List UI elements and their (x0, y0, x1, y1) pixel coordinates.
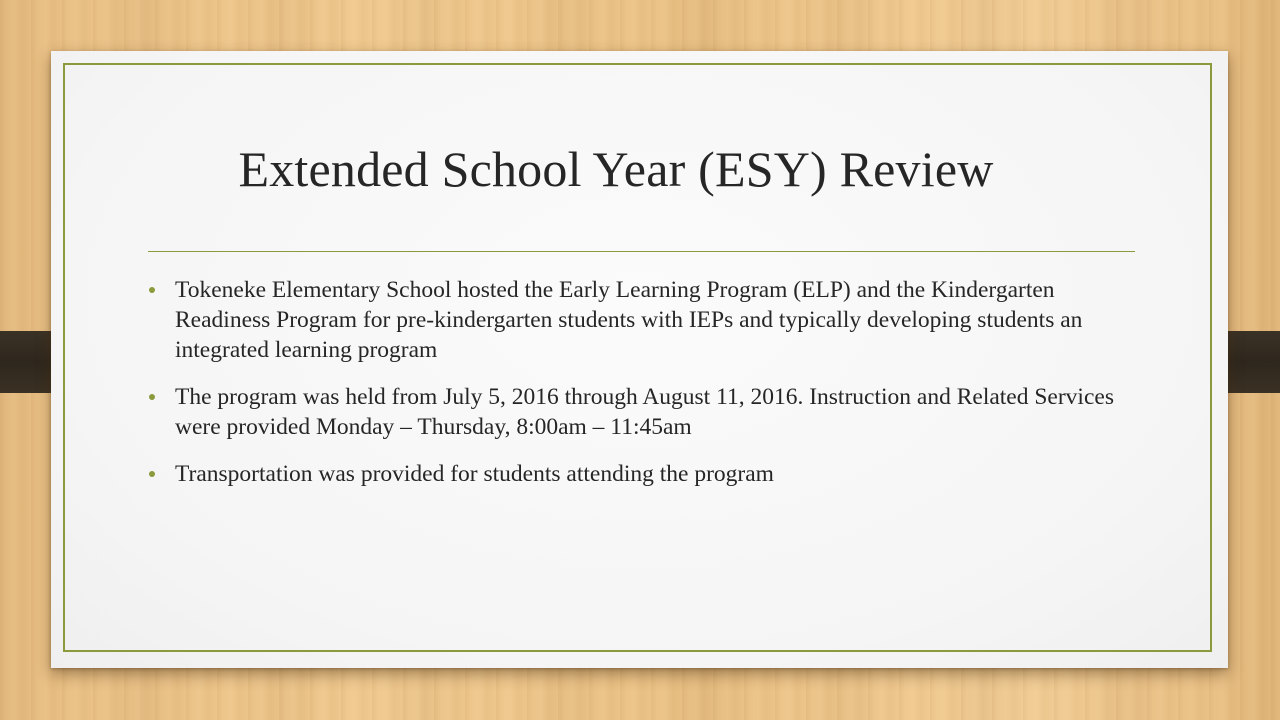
bullet-dot-icon (149, 394, 155, 400)
bullet-dot-icon (149, 471, 155, 477)
bullet-item-dates (148, 382, 1138, 442)
bullet-item-elp (148, 275, 1138, 365)
bullet-item-transportation (148, 459, 1138, 489)
bullet-list (148, 275, 1138, 506)
bullet-text: Transportation was provided for students attending the program (175, 461, 774, 487)
bullet-text: The program was held from July 5, 2016 through August 11, 2016. Instruction and Related Services were provided Monday – Thursday, 8:00am – 11:45am (175, 384, 1114, 440)
bullet-dot-icon (149, 287, 155, 293)
bullet-text: Tokeneke Elementary School hosted the Early Learning Program (ELP) and the Kindergarten Readiness Program for pre-kindergarten students with IEPs and typically developing students an integrated learning program (175, 277, 1083, 363)
title-divider (148, 251, 1135, 252)
slide-title: Extended School Year (ESY) Review (238, 141, 994, 197)
